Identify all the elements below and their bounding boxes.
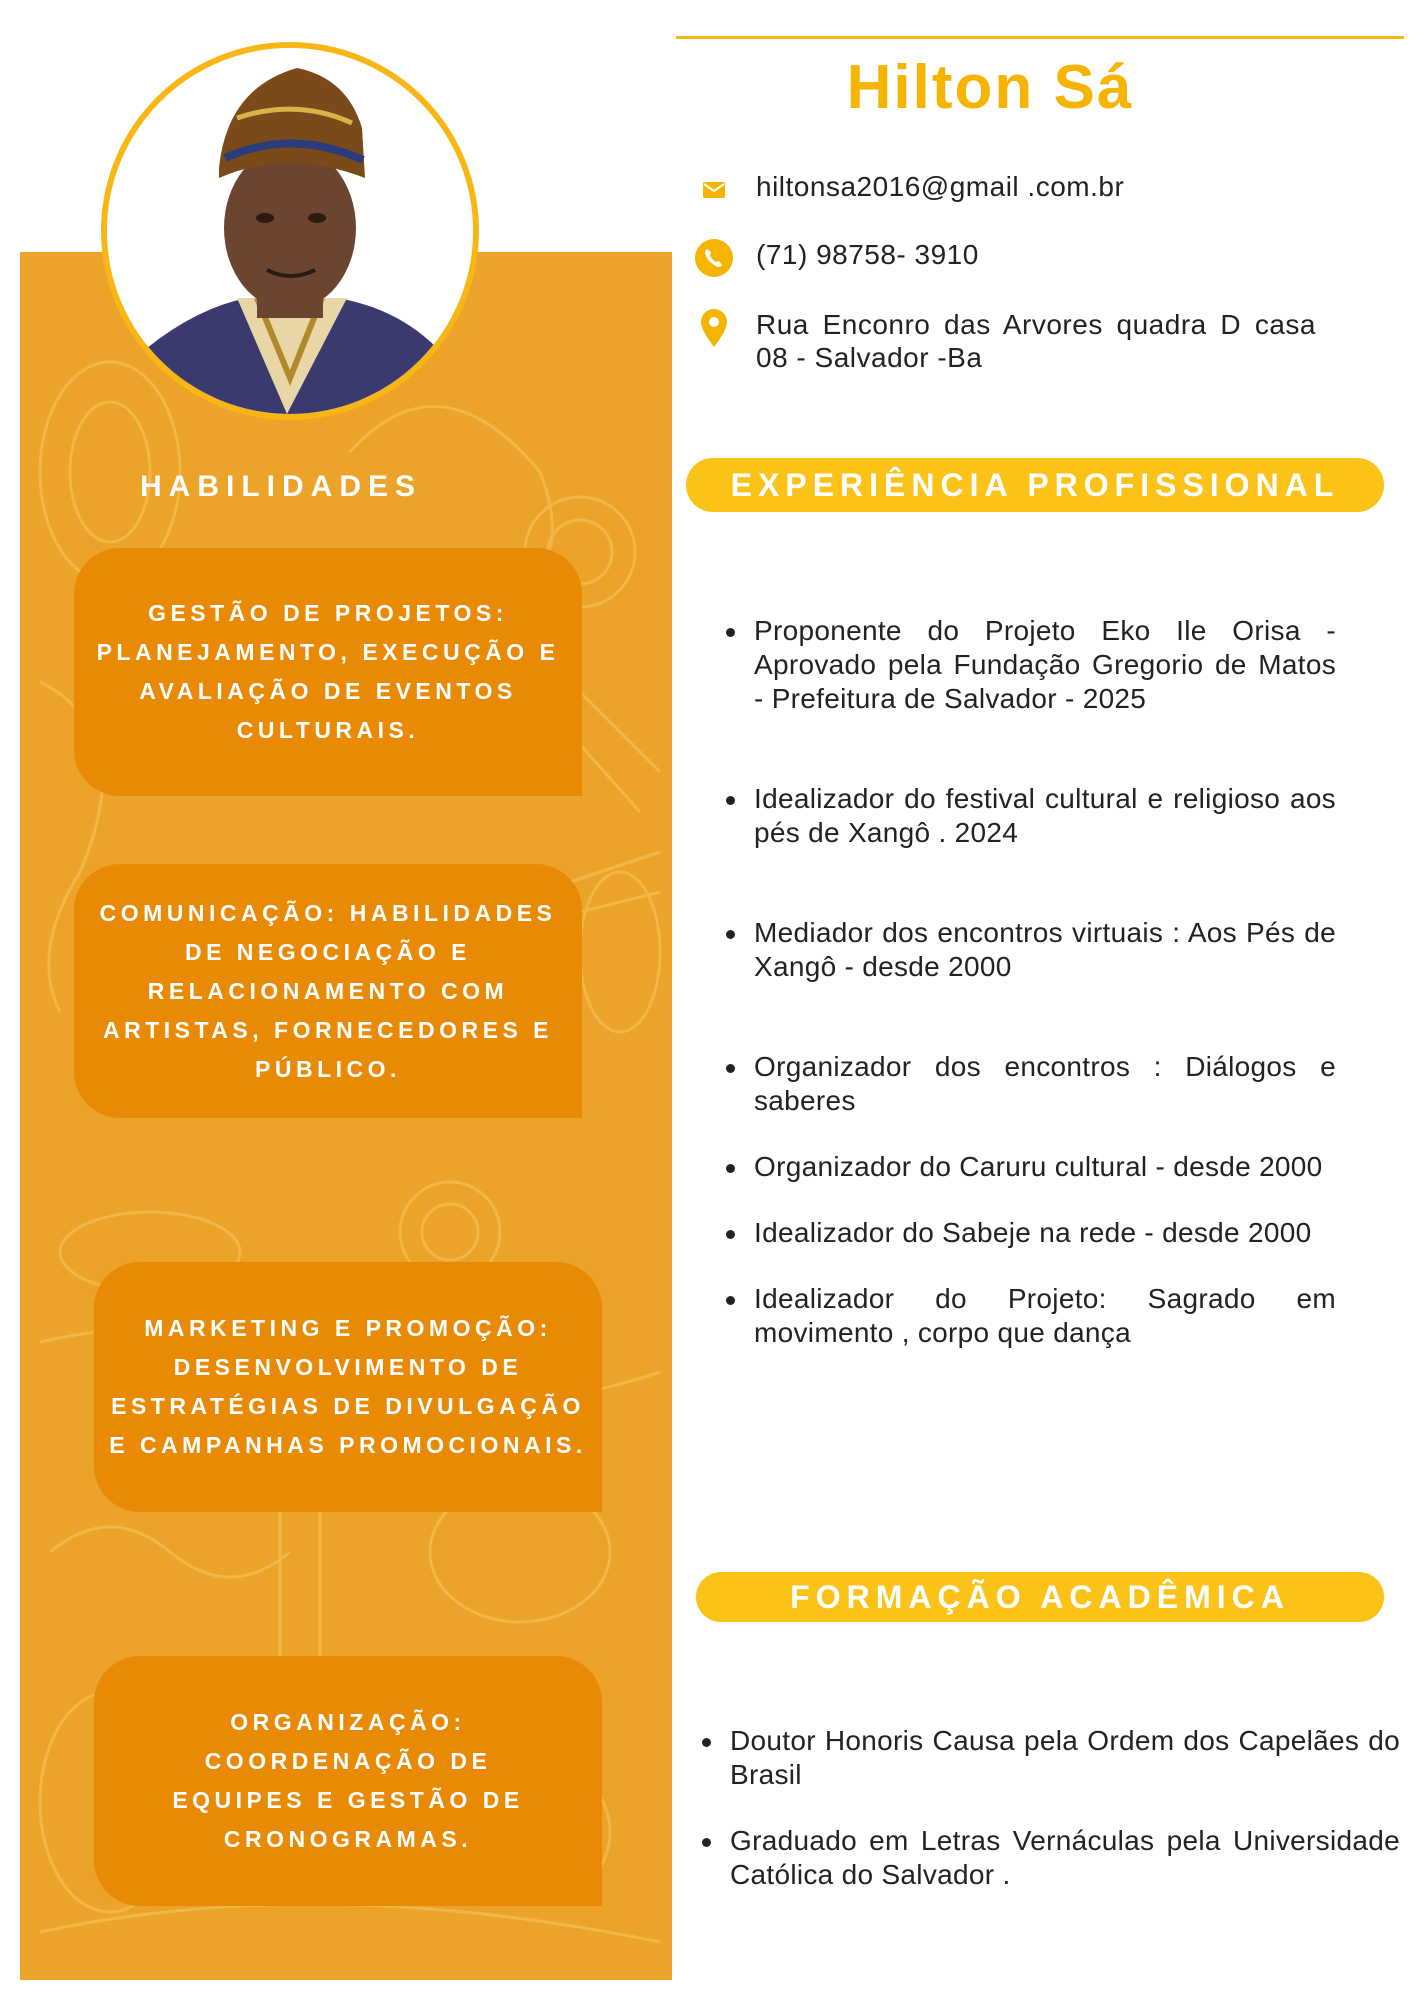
skill-line: EQUIPES E GESTÃO DE	[172, 1787, 524, 1813]
education-title-text: FORMAÇÃO ACADÊMICA	[790, 1578, 1290, 1615]
skill-line: ORGANIZAÇÃO:	[230, 1709, 466, 1735]
skill-card-organization	[94, 1656, 602, 1906]
email-text[interactable]: hiltonsa2016@gmail .com.br	[756, 171, 1125, 202]
skill-line: ARTISTAS, FORNECEDORES E	[102, 1016, 554, 1043]
skill-card-text	[97, 594, 560, 750]
location-pin-icon	[694, 308, 734, 348]
skill-line: AVALIAÇÃO DE EVENTOS	[139, 678, 517, 704]
list-item: Idealizador do Sabeje na rede - desde 2000	[724, 1216, 1336, 1250]
experience-title-text: EXPERIÊNCIA PROFISSIONAL	[730, 466, 1340, 503]
skill-card-marketing	[94, 1262, 602, 1512]
education-title	[696, 1572, 1384, 1622]
skill-line: E CAMPANHAS PROMOCIONAIS.	[109, 1432, 587, 1458]
phone-icon	[694, 238, 734, 278]
skill-line: DESENVOLVIMENTO DE	[173, 1354, 523, 1380]
address-text: Rua Enconro das Arvores quadra D casa 08 - Salvador -Ba	[756, 309, 1316, 373]
list-item: Idealizador do festival cultural e religioso aos pés de Xangô . 2024	[724, 782, 1336, 850]
skill-card-text	[109, 1309, 587, 1465]
skill-line: CRONOGRAMAS.	[223, 1826, 473, 1852]
skill-line: COMUNICAÇÃO: HABILIDADES	[99, 899, 557, 926]
skill-card-communication	[74, 864, 582, 1118]
top-divider	[676, 36, 1404, 39]
skill-line: CULTURAIS.	[236, 717, 420, 743]
contact-email	[694, 170, 1124, 210]
contact-phone	[694, 238, 979, 278]
list-item: Organizador do Caruru cultural - desde 2000	[724, 1150, 1336, 1184]
skills-title: HABILIDADES	[140, 470, 423, 503]
list-item: Graduado em Letras Vernáculas pela Universidade Católica do Salvador .	[700, 1824, 1400, 1892]
skill-line: RELACIONAMENTO COM	[147, 977, 509, 1004]
list-item: Idealizador do Projeto: Sagrado em movimento , corpo que dança	[724, 1282, 1336, 1350]
email-icon	[694, 170, 734, 210]
skill-card-project-management	[74, 548, 582, 796]
profile-photo	[101, 42, 479, 420]
list-item: Proponente do Projeto Eko Ile Orisa - Aprovado pela Fundação Gregorio de Matos - Prefeitura de Salvador - 2025	[724, 614, 1336, 716]
skill-line: MARKETING E PROMOÇÃO:	[144, 1315, 552, 1341]
skill-line: ESTRATÉGIAS DE DIVULGAÇÃO	[111, 1393, 585, 1419]
contact-address	[694, 308, 1316, 374]
list-item: Organizador dos encontros : Diálogos e saberes	[724, 1050, 1336, 1118]
person-name: Hilton Sá	[846, 53, 1134, 122]
education-list	[700, 1724, 1400, 1892]
skill-line: COORDENAÇÃO DE	[204, 1748, 492, 1774]
experience-title	[686, 458, 1384, 512]
list-item: Doutor Honoris Causa pela Ordem dos Capelães do Brasil	[700, 1724, 1400, 1792]
skill-card-text	[172, 1703, 523, 1859]
list-item: Mediador dos encontros virtuais : Aos Pés de Xangô - desde 2000	[724, 916, 1336, 984]
skill-line: PLANEJAMENTO, EXECUÇÃO E	[96, 639, 560, 665]
skill-line: PÚBLICO.	[255, 1055, 401, 1082]
skill-line: DE NEGOCIAÇÃO E	[184, 938, 471, 965]
experience-list	[724, 614, 1336, 1350]
skill-card-text	[100, 894, 557, 1089]
skill-line: GESTÃO DE PROJETOS:	[148, 600, 508, 626]
phone-text[interactable]: (71) 98758- 3910	[756, 239, 979, 270]
